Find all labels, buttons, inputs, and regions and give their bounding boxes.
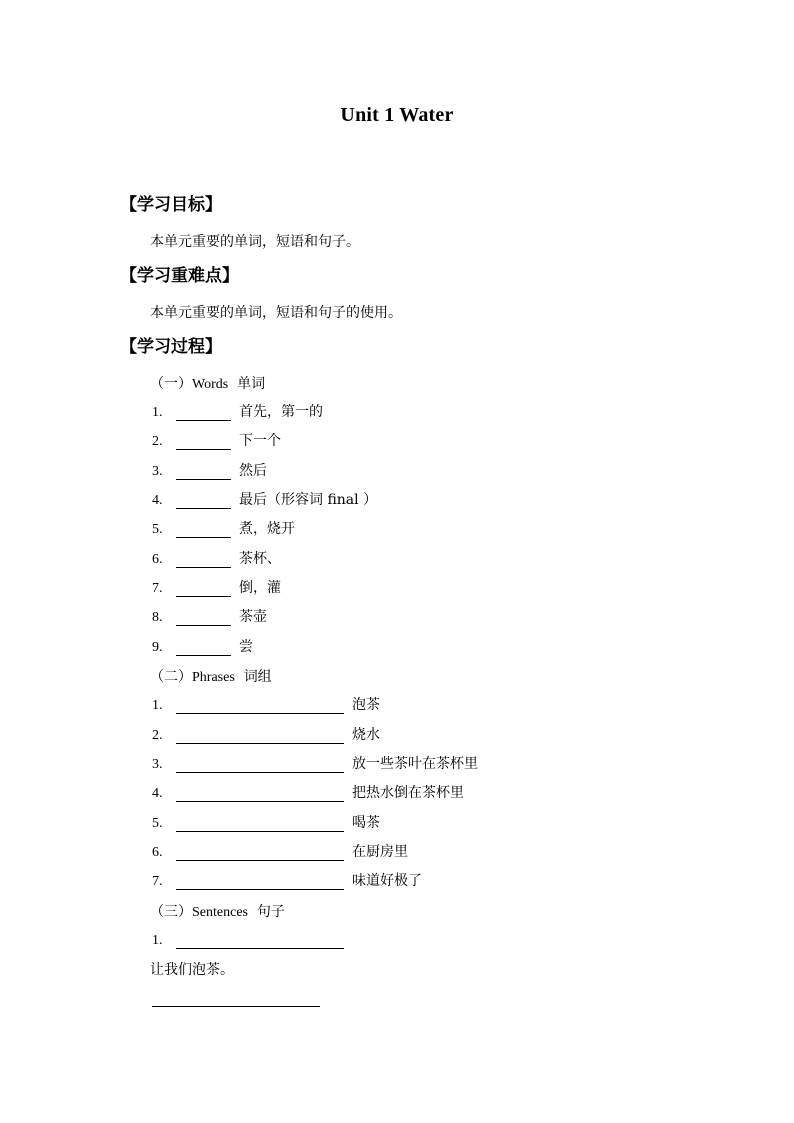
answer-blank[interactable] [176,494,231,509]
word-item [152,458,267,480]
words-label-cn: 单词 [237,376,266,392]
answer-blank[interactable] [176,582,231,597]
words-label-prefix: （一） [150,376,192,392]
item-meaning: 尝 [239,639,253,655]
word-item [152,428,281,450]
item-meaning: 下一个 [239,433,281,449]
item-number: 1. [152,698,163,713]
sentences-label-cn: 句子 [256,904,285,920]
phrase-item [152,692,380,714]
item-number: 6. [152,552,163,567]
item-meaning: 放一些茶叶在茶杯里 [352,756,478,772]
phrase-item [152,810,380,832]
answer-blank[interactable] [176,875,344,890]
keypoints-heading: 【学习重难点】 [120,266,239,286]
answer-blank[interactable] [176,817,344,832]
item-number: 3. [152,464,163,479]
words-label-en: Words [192,377,229,392]
phrases-label-cn: 词组 [243,669,272,685]
sentences-section-label [150,901,285,921]
word-item [152,634,253,656]
answer-blank[interactable] [176,523,231,538]
phrase-item [152,751,478,773]
item-meaning: 倒，灌 [239,580,281,596]
phrases-section-label [150,666,272,686]
item-meaning: 把热水倒在茶杯里 [352,785,464,801]
phrases-label-prefix: （二） [150,669,192,685]
word-item [152,604,267,626]
item-number: 1. [152,933,163,948]
item-meaning: 茶壶 [239,609,267,625]
goals-text: 本单元重要的单词，短语和句子。 [150,234,360,250]
phrase-item [152,780,464,802]
item-number: 1. [152,405,163,420]
item-meaning: 泡茶 [352,697,380,713]
sentence-item [152,927,352,949]
word-item [152,546,281,568]
answer-blank[interactable] [176,465,231,480]
item-meaning: 茶杯、 [239,551,281,567]
word-item [152,575,281,597]
item-number: 7. [152,581,163,596]
item-number: 9. [152,640,163,655]
item-meaning: 首先，第一的 [239,404,323,420]
item-number: 4. [152,786,163,801]
item-number: 2. [152,728,163,743]
answer-blank[interactable] [176,406,231,421]
item-meaning: 喝茶 [352,815,380,831]
words-section-label [150,373,265,393]
answer-blank[interactable] [176,699,344,714]
keypoints-text: 本单元重要的单词，短语和句子的使用。 [150,305,402,321]
answer-blank[interactable] [176,611,231,626]
item-number: 6. [152,845,163,860]
item-meaning: 烧水 [352,727,380,743]
answer-blank[interactable] [176,934,344,949]
sentence-meaning: 让我们泡茶。 [150,962,234,978]
word-item [152,399,323,421]
item-meaning: 煮，烧开 [239,521,295,537]
answer-blank[interactable] [152,1006,320,1007]
phrase-item [152,868,422,890]
item-meaning: 在厨房里 [352,844,408,860]
item-number: 8. [152,610,163,625]
answer-blank[interactable] [176,787,344,802]
sentences-label-prefix: （三） [150,904,192,920]
answer-blank[interactable] [176,435,231,450]
item-meaning: 然后 [239,463,267,479]
item-number: 5. [152,816,163,831]
answer-blank[interactable] [176,729,344,744]
item-number: 3. [152,757,163,772]
item-number: 2. [152,434,163,449]
item-meaning: 最后（形容词 final ） [239,492,378,508]
process-heading: 【学习过程】 [120,337,222,357]
answer-blank[interactable] [176,553,231,568]
item-number: 4. [152,493,163,508]
word-item [152,516,295,538]
item-number: 7. [152,874,163,889]
answer-blank[interactable] [176,758,344,773]
item-number: 5. [152,522,163,537]
phrases-label-en: Phrases [192,670,235,685]
goals-heading: 【学习目标】 [120,195,222,215]
page-title: Unit 1 Water [340,104,454,126]
phrase-item [152,722,380,744]
sentences-label-en: Sentences [192,905,248,920]
answer-blank[interactable] [176,846,344,861]
item-meaning: 味道好极了 [352,873,422,889]
answer-blank[interactable] [176,641,231,656]
word-item [152,487,377,509]
phrase-item [152,839,408,861]
